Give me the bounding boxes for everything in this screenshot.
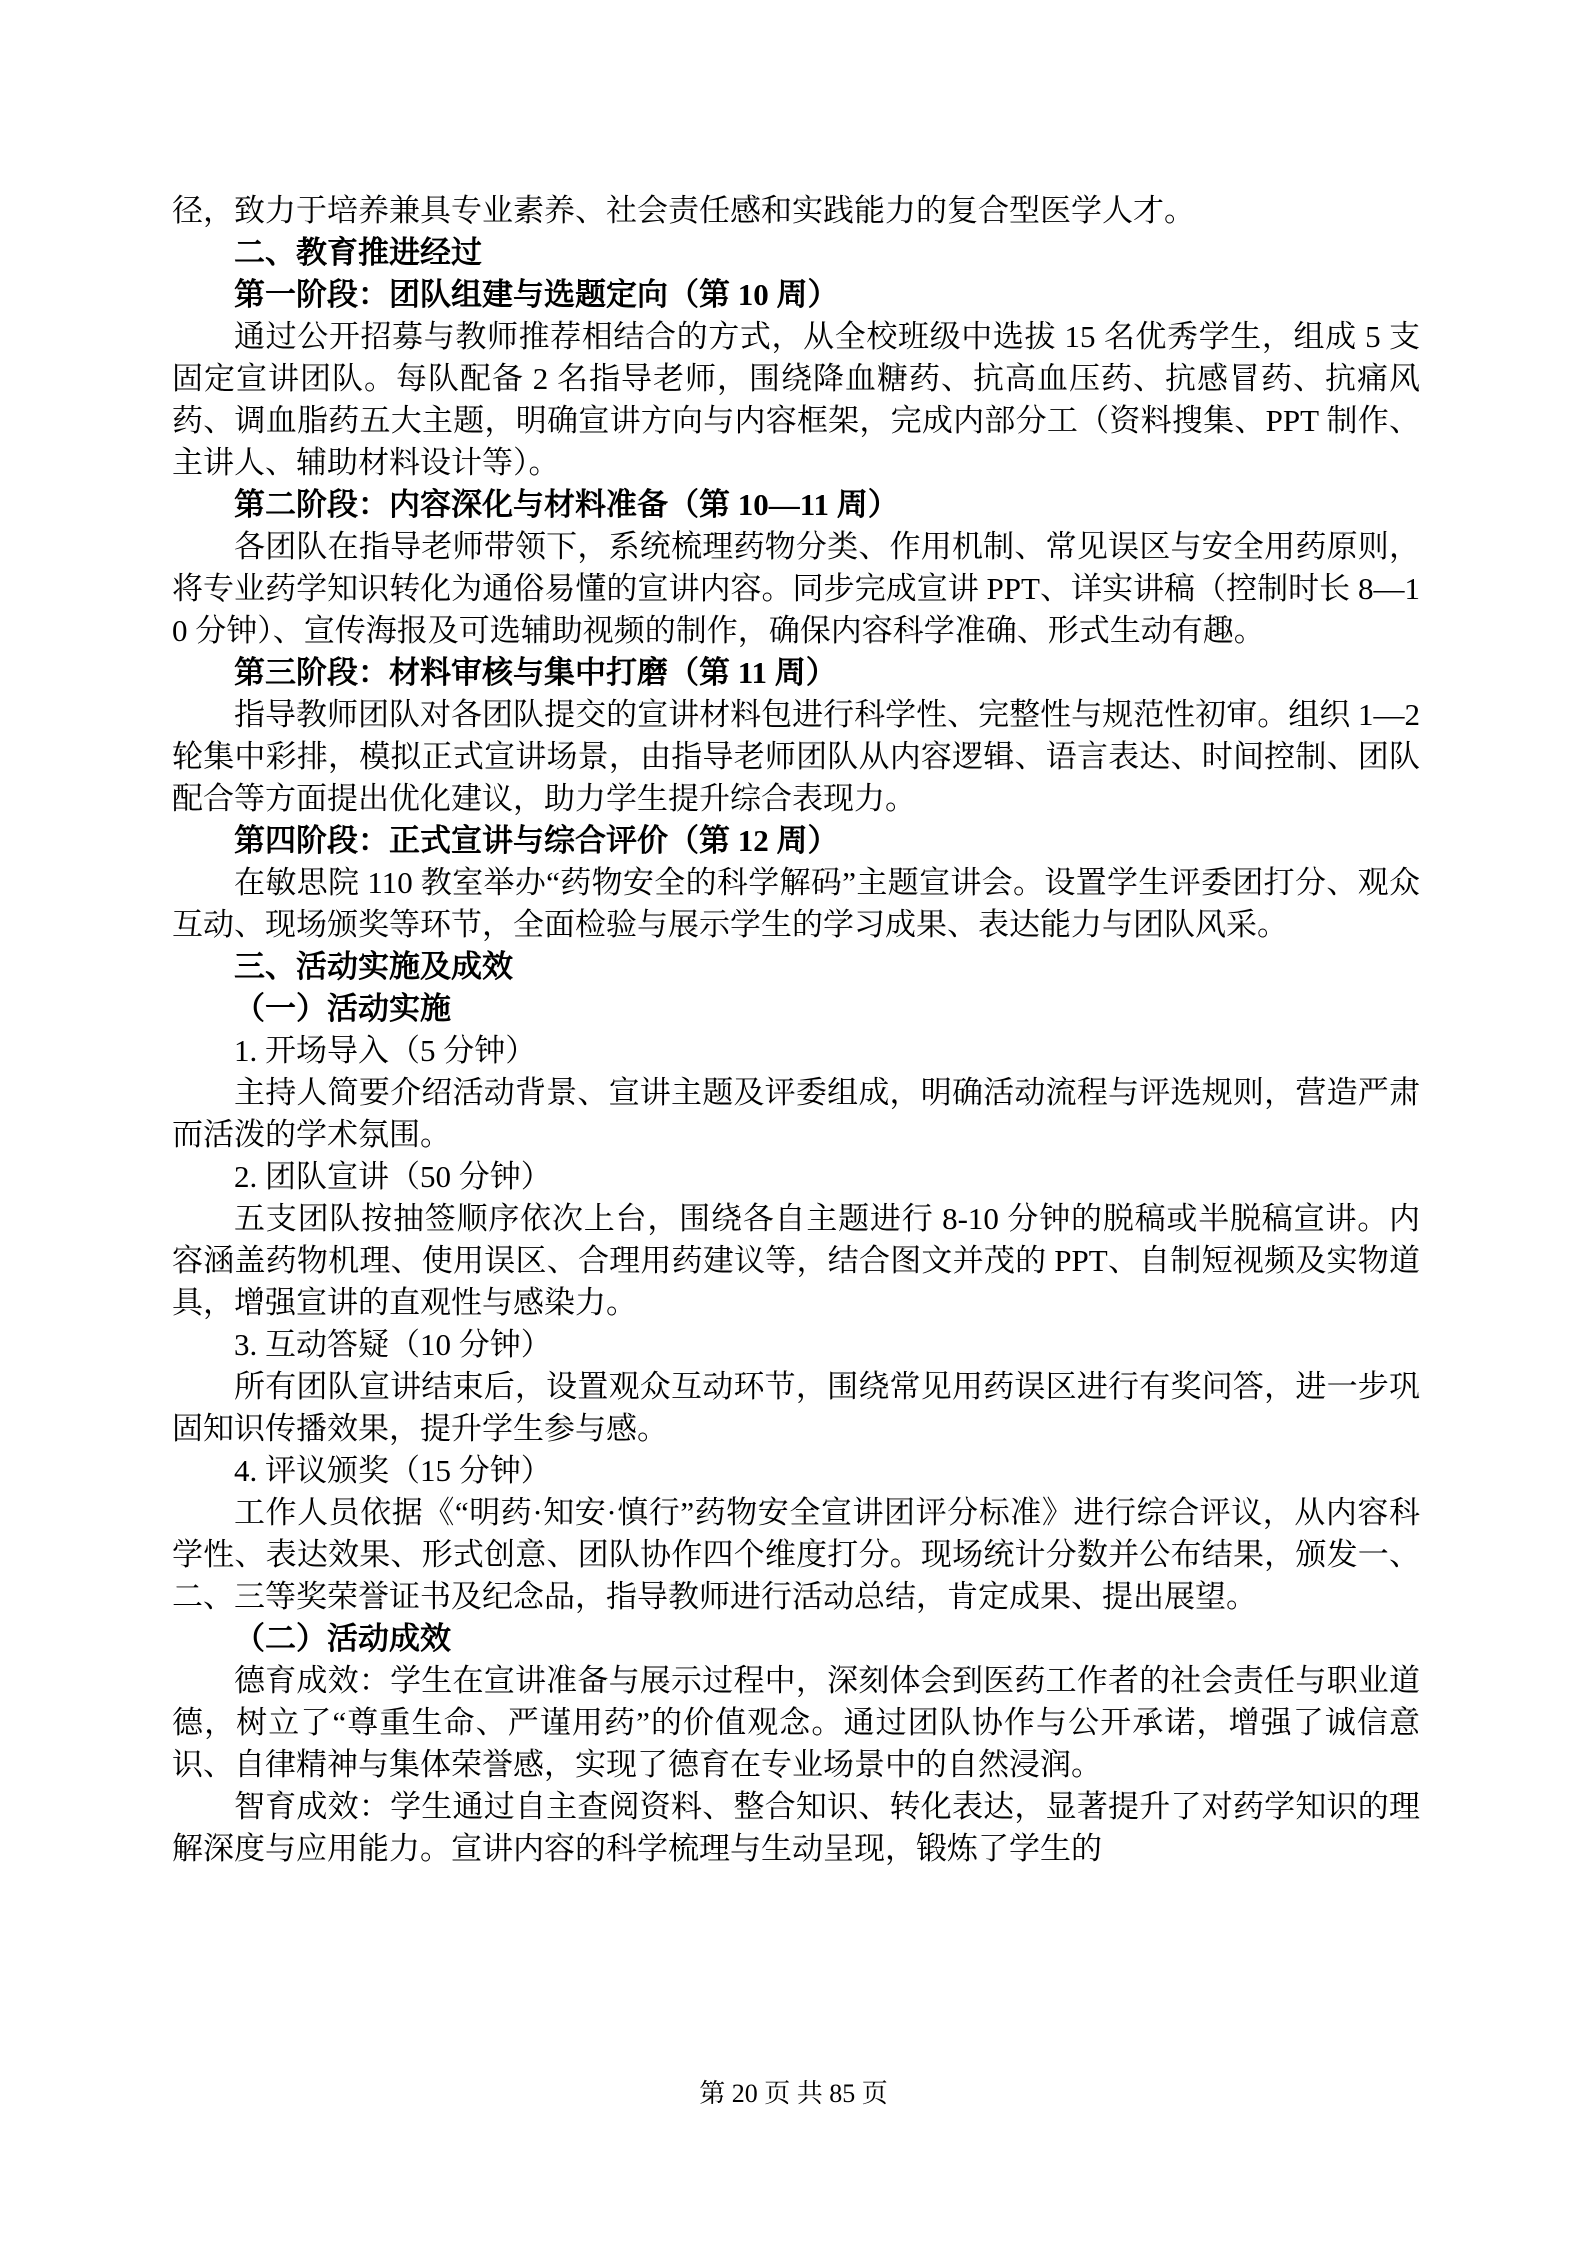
paragraph: 在敏思院 110 教室举办“药物安全的科学解码”主题宣讲会。设置学生评委团打分、观众互动、现场颁奖等环节，全面检验与展示学生的学习成果、表达能力与团队风采。 xyxy=(172,865,1420,942)
paragraph: 指导教师团队对各团队提交的宣讲材料包进行科学性、完整性与规范性初审。组织 1—2 轮集中彩排，模拟正式宣讲场景，由指导老师团队从内容逻辑、语言表达、时间控制、团队配合等方面提出优化建议，助力学生提升综合表现力。 xyxy=(172,697,1420,816)
paragraph: 工作人员依据《“明药·知安·慎行”药物安全宣讲团评分标准》进行综合评议，从内容科学性、表达效果、形式创意、团队协作四个维度打分。现场统计分数并公布结果，颁发一、二、三等奖荣誉证书及纪念品，指导教师进行活动总结，肯定成果、提出展望。 xyxy=(172,1495,1420,1614)
document-body xyxy=(172,190,1420,1870)
paragraph: 各团队在指导老师带领下，系统梳理药物分类、作用机制、常见误区与安全用药原则，将专业药学知识转化为通俗易懂的宣讲内容。同步完成宣讲 PPT、详实讲稿（控制时长 8—10 分钟）、宣传海报及可选辅助视频的制作，确保内容科学准确、形式生动有趣。 xyxy=(172,529,1420,648)
paragraph: 2. 团队宣讲（50 分钟） xyxy=(234,1159,552,1194)
page-number: 第 20 页 共 85 页 xyxy=(699,2079,888,2108)
paragraph: 德育成效：学生在宣讲准备与展示过程中，深刻体会到医药工作者的社会责任与职业道德，树立了“尊重生命、严谨用药”的价值观念。通过团队协作与公开承诺，增强了诚信意识、自律精神与集体荣誉感，实现了德育在专业场景中的自然浸润。 xyxy=(172,1663,1420,1782)
section-heading: 第一阶段：团队组建与选题定向（第 10 周） xyxy=(234,277,839,312)
paragraph: 主持人简要介绍活动背景、宣讲主题及评委组成，明确活动流程与评选规则，营造严肃而活泼的学术氛围。 xyxy=(172,1075,1420,1152)
section-heading: （二）活动成效 xyxy=(234,1621,451,1656)
paragraph: 智育成效：学生通过自主查阅资料、整合知识、转化表达，显著提升了对药学知识的理解深度与应用能力。宣讲内容的科学梳理与生动呈现，锻炼了学生的 xyxy=(172,1789,1420,1866)
paragraph: 径，致力于培养兼具专业素养、社会责任感和实践能力的复合型医学人才。 xyxy=(172,193,1195,228)
paragraph: 3. 互动答疑（10 分钟） xyxy=(234,1327,552,1362)
section-heading: 第四阶段：正式宣讲与综合评价（第 12 周） xyxy=(234,823,839,858)
paragraph: 1. 开场导入（5 分钟） xyxy=(234,1033,537,1068)
page-footer xyxy=(0,2078,1587,2110)
paragraph: 所有团队宣讲结束后，设置观众互动环节，围绕常见用药误区进行有奖问答，进一步巩固知识传播效果，提升学生参与感。 xyxy=(172,1369,1420,1446)
section-heading: 三、活动实施及成效 xyxy=(234,949,513,984)
paragraph: 4. 评议颁奖（15 分钟） xyxy=(234,1453,552,1488)
section-heading: 第二阶段：内容深化与材料准备（第 10—11 周） xyxy=(234,487,899,522)
paragraph: 五支团队按抽签顺序依次上台，围绕各自主题进行 8-10 分钟的脱稿或半脱稿宣讲。内容涵盖药物机理、使用误区、合理用药建议等，结合图文并茂的 PPT、自制短视频及实物道具，增强宣讲的直观性与感染力。 xyxy=(172,1201,1420,1320)
section-heading: 第三阶段：材料审核与集中打磨（第 11 周） xyxy=(234,655,837,690)
section-heading: 二、教育推进经过 xyxy=(234,235,482,270)
paragraph: 通过公开招募与教师推荐相结合的方式，从全校班级中选拔 15 名优秀学生，组成 5 支固定宣讲团队。每队配备 2 名指导老师，围绕降血糖药、抗高血压药、抗感冒药、抗痛风药、调血脂药五大主题，明确宣讲方向与内容框架，完成内部分工（资料搜集、PPT 制作、主讲人、辅助材料设计等）。 xyxy=(172,319,1420,480)
section-heading: （一）活动实施 xyxy=(234,991,451,1026)
